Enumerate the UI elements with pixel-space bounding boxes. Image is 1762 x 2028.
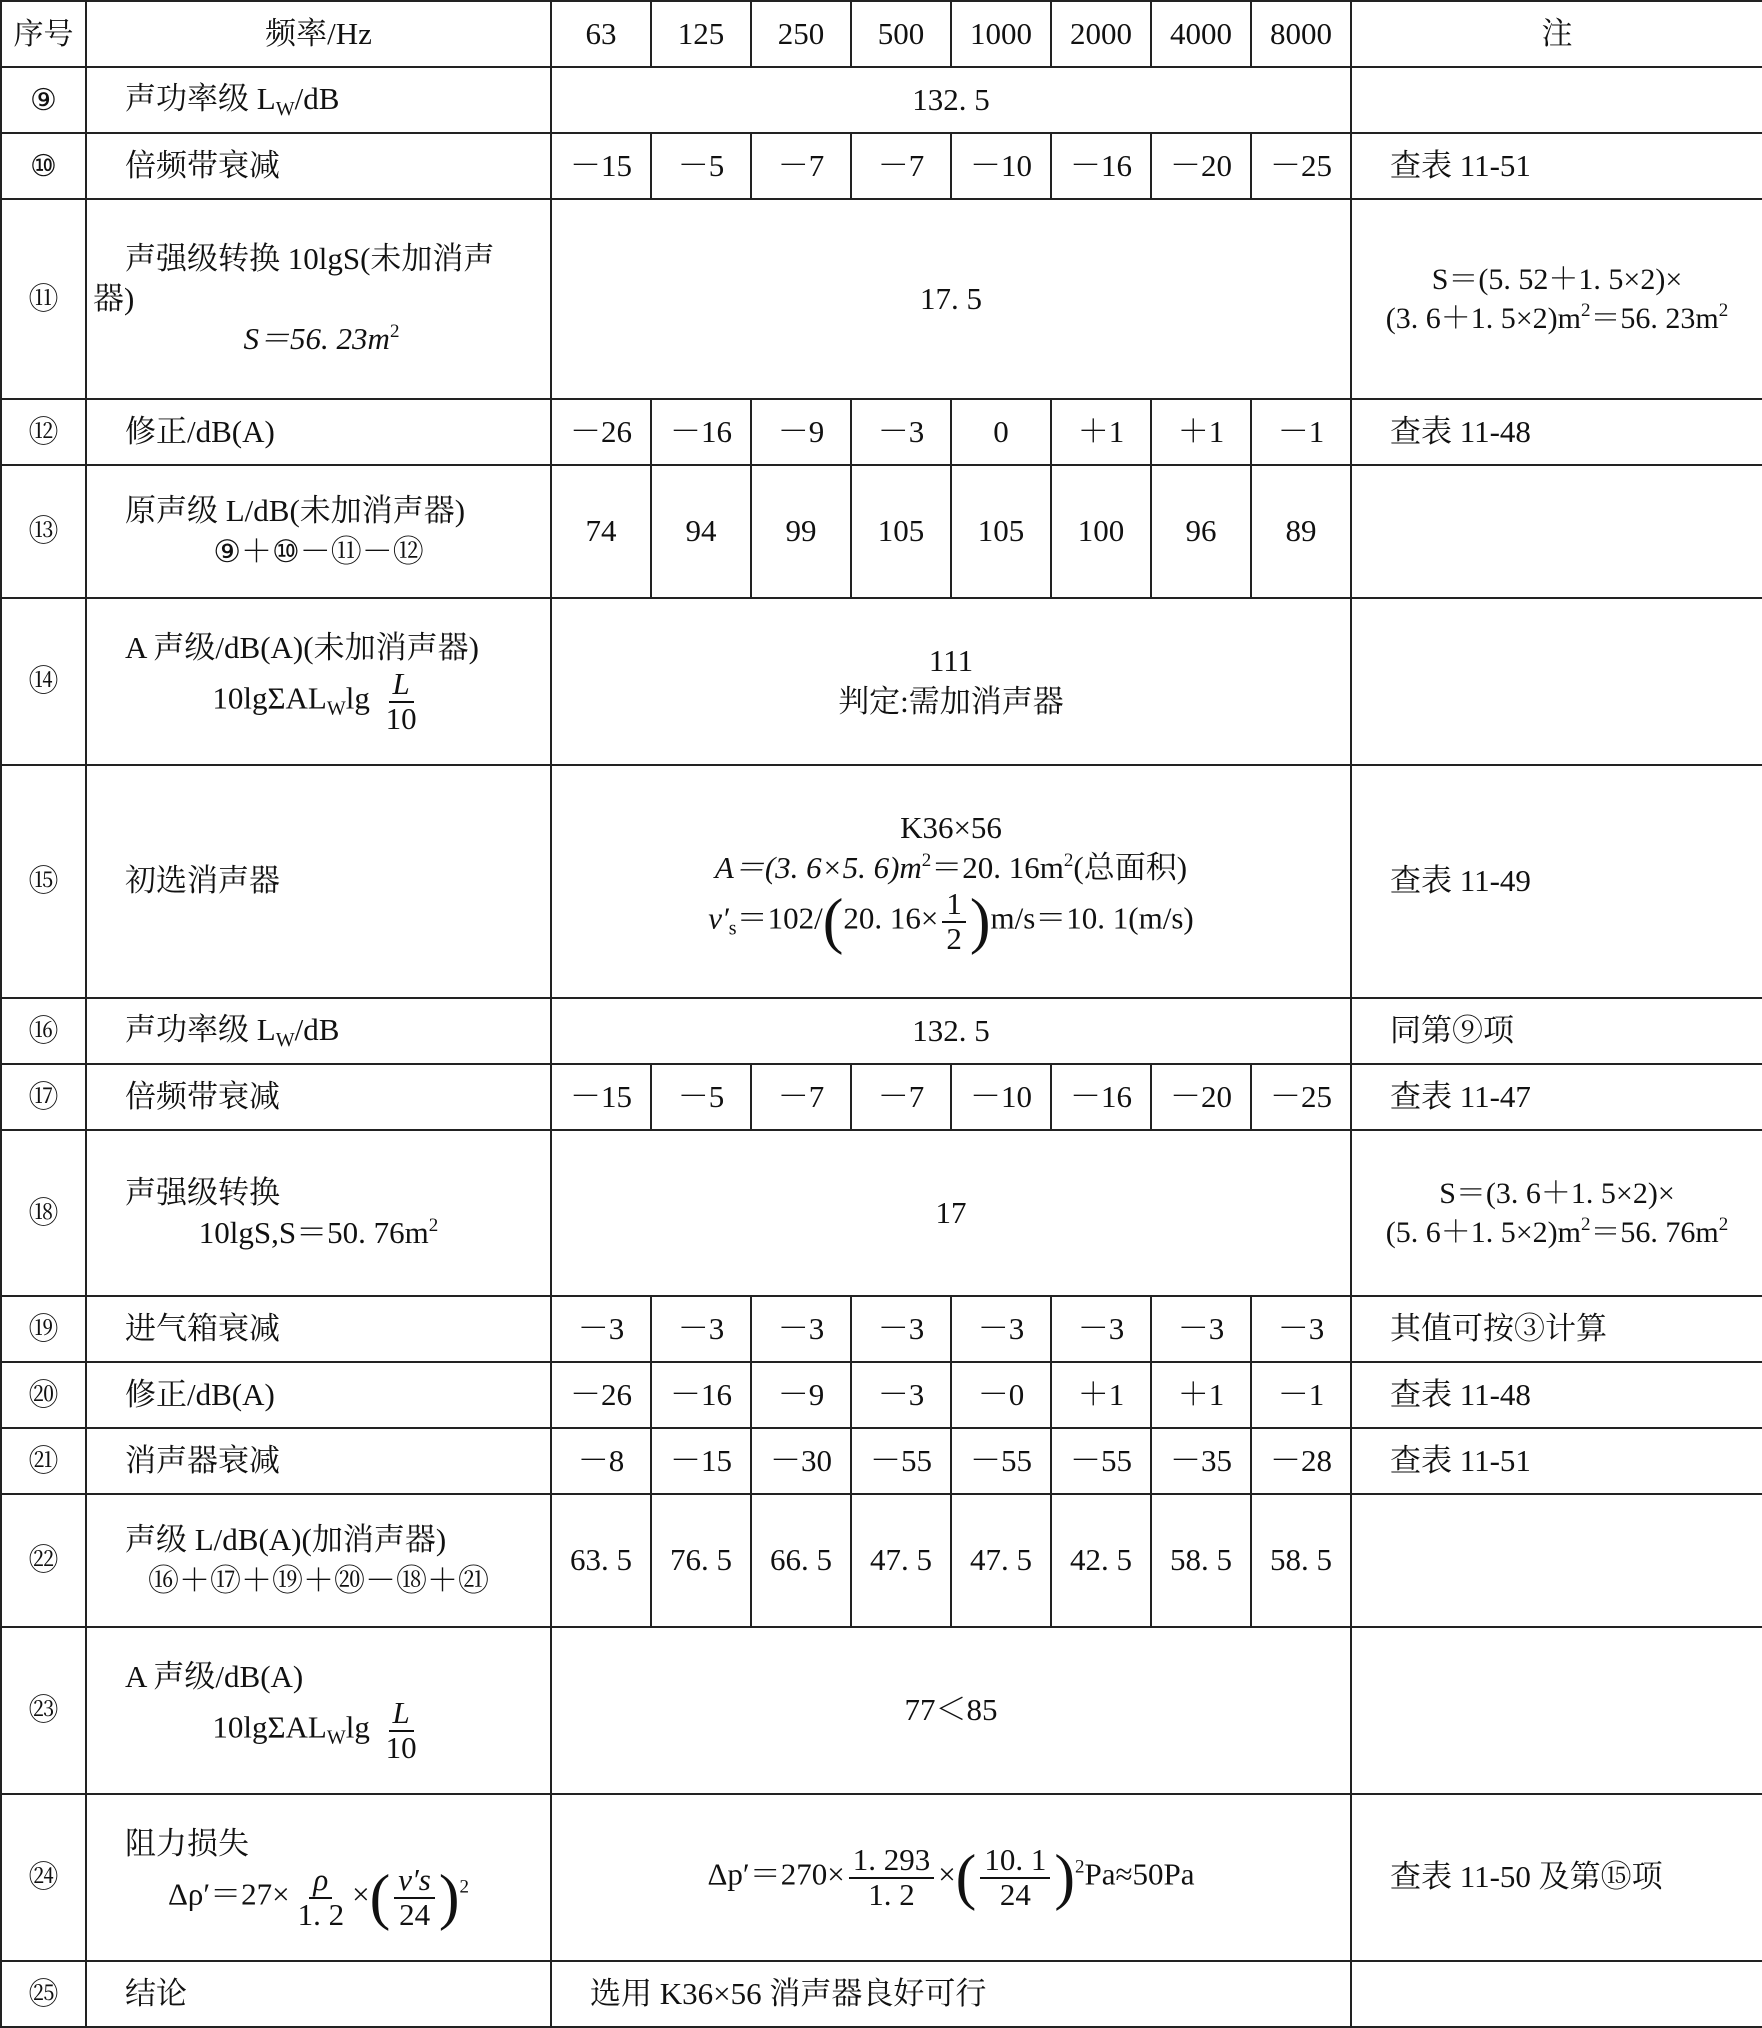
row-value [551, 598, 1351, 765]
row-note: 查表 11-51 [1351, 133, 1762, 199]
row-label: 修正/dB(A) [86, 399, 551, 465]
cell-value: －5 [651, 1064, 751, 1130]
row-value: 132. 5 [551, 998, 1351, 1064]
cell-value: －5 [651, 133, 751, 199]
row-label [86, 1494, 551, 1627]
cell-value: ＋1 [1051, 1362, 1151, 1428]
cell-value: 66. 5 [751, 1494, 851, 1627]
cell-value: －7 [851, 1064, 951, 1130]
label-line: 器) [93, 280, 135, 316]
cell-value: －3 [951, 1296, 1051, 1362]
row-note: 查表 11-47 [1351, 1064, 1762, 1130]
row-label: 消声器衰减 [86, 1428, 551, 1494]
cell-value: －15 [651, 1428, 751, 1494]
fraction: $\frac{L}{10}$ [385, 666, 417, 736]
row-note [1351, 1627, 1762, 1794]
header-band: 1000 [951, 1, 1051, 67]
label-line: A 声级/dB(A)(未加消声器) [125, 629, 479, 665]
row-label [86, 1794, 551, 1961]
cell-value: 99 [751, 465, 851, 598]
row-note: 查表 11-50 及第⑮项 [1351, 1794, 1762, 1961]
header-band: 63 [551, 1, 651, 67]
cell-value: 58. 5 [1251, 1494, 1351, 1627]
note-line: (3. 6＋1. $5\times 2)m^2=56$. $23m^2$ [1385, 300, 1729, 335]
label-text: 声功率级 L [125, 80, 276, 116]
cell-value: －7 [851, 133, 951, 199]
cell-value: －26 [551, 399, 651, 465]
table-row [1, 199, 1762, 399]
row-note [1351, 598, 1762, 765]
row-value: 选用 K36×56 消声器良好可行 [551, 1961, 1351, 2027]
table-row [1, 765, 1762, 998]
note-line: S＝(5. 52＋1. 5×2)× [1431, 263, 1683, 296]
fraction: $\frac{10. 1}{24}$ [980, 1844, 1050, 1911]
header-band: 2000 [1051, 1, 1151, 67]
row-index: ⑪ [1, 199, 86, 399]
fraction: $\frac{L}{10}$ [385, 1695, 417, 1765]
row-index: ㉕ [1, 1961, 86, 2027]
row-label [86, 598, 551, 765]
table-row [1, 1428, 1762, 1494]
cell-value: －15 [551, 133, 651, 199]
table-row [1, 465, 1762, 598]
cell-value: 47. 5 [951, 1494, 1051, 1627]
cell-value: －7 [751, 133, 851, 199]
cell-value: －28 [1251, 1428, 1351, 1494]
cell-value: 63. 5 [551, 1494, 651, 1627]
formula-line: 10lgΣAL$_W$lg $\frac{L}{10}$ [87, 1697, 550, 1764]
table-row [1, 1130, 1762, 1296]
table-row [1, 1064, 1762, 1130]
row-note: 查表 11-49 [1351, 765, 1762, 998]
table-row [1, 1296, 1762, 1362]
label-line: ⑯＋⑰＋⑲＋⑳－⑱＋㉑ [148, 1562, 489, 1598]
cell-value: 105 [851, 465, 951, 598]
table-row [1, 399, 1762, 465]
row-index: ⑬ [1, 465, 86, 598]
header-band: 125 [651, 1, 751, 67]
row-value: Δp′＝270× $\frac{1. 293}{1. 2}$ ×( $\frac{10. 1}{24}$ )$^2$Pa≈50Pa [551, 1794, 1351, 1961]
cell-value: －26 [551, 1362, 651, 1428]
header-band: 250 [751, 1, 851, 67]
table-row [1, 1794, 1762, 1961]
cell-value: 74 [551, 465, 651, 598]
cell-value: 96 [1151, 465, 1251, 598]
row-value: 17. 5 [551, 199, 1351, 399]
row-index: ㉓ [1, 1627, 86, 1794]
note-line: S＝(3. 6＋1. 5×2)× [1439, 1177, 1675, 1210]
cell-value: －3 [751, 1296, 851, 1362]
label-line: A 声级/dB(A) [125, 1658, 304, 1694]
label-line: S＝56. $23m^2$ [243, 321, 400, 357]
header-band: 500 [851, 1, 951, 67]
row-index: ⑲ [1, 1296, 86, 1362]
cell-value: －3 [1051, 1296, 1151, 1362]
label-text: /dB [294, 1011, 340, 1047]
label-line: 声级 L/dB(A)(加消声器) [125, 1522, 447, 1558]
table-row [1, 598, 1762, 765]
row-note: 同第⑨项 [1351, 998, 1762, 1064]
cell-value: ＋1 [1151, 399, 1251, 465]
label-text: 声功率级 L [125, 1011, 276, 1047]
label-line: 阻力损失 [125, 1825, 249, 1861]
row-label [86, 1130, 551, 1296]
row-label: 结论 [86, 1961, 551, 2027]
table-row [1, 67, 1762, 133]
cell-value: －10 [951, 133, 1051, 199]
label-line: 声强级转换 [125, 1174, 280, 1210]
label-line: 声强级转换 10lgS(未加消声 [125, 240, 495, 276]
table-row [1, 1627, 1762, 1794]
row-index: ⑱ [1, 1130, 86, 1296]
row-label: 倍频带衰减 [86, 133, 551, 199]
value-line: 判定:需加消声器 [838, 683, 1064, 719]
cell-value: －3 [851, 1362, 951, 1428]
row-note: 查表 11-51 [1351, 1428, 1762, 1494]
cell-value: －35 [1151, 1428, 1251, 1494]
fraction: $\frac{1. 293}{1. 2}$ [849, 1844, 935, 1911]
cell-value: －20 [1151, 133, 1251, 199]
cell-value: 100 [1051, 465, 1151, 598]
cell-value: －0 [951, 1362, 1051, 1428]
cell-value: －7 [751, 1064, 851, 1130]
cell-value: －55 [851, 1428, 951, 1494]
cell-value: 42. 5 [1051, 1494, 1151, 1627]
cell-value: －3 [651, 1296, 751, 1362]
cell-value: －30 [751, 1428, 851, 1494]
cell-value: －25 [1251, 1064, 1351, 1130]
row-index: ⑮ [1, 765, 86, 998]
cell-value: －16 [651, 1362, 751, 1428]
cell-value: ＋1 [1051, 399, 1151, 465]
row-index: ㉑ [1, 1428, 86, 1494]
cell-value: －9 [751, 399, 851, 465]
row-index: ⑩ [1, 133, 86, 199]
row-note [1351, 1961, 1762, 2027]
row-label [86, 998, 551, 1064]
row-label: 修正/dB(A) [86, 1362, 551, 1428]
row-index: ㉒ [1, 1494, 86, 1627]
header-frequency: 频率/Hz [86, 1, 551, 67]
formula-line: Δρ′＝27× $\frac{\rho}{1. 2}$ ×( $\frac{v's}{24}$ )$^2$ [167, 1862, 470, 1932]
cell-value: －3 [851, 399, 951, 465]
header-band: 8000 [1251, 1, 1351, 67]
row-label [86, 199, 551, 399]
cell-value: －3 [1151, 1296, 1251, 1362]
row-label [86, 67, 551, 133]
label-line: ⑨＋⑩－⑪－⑫ [213, 533, 424, 569]
row-index: ⑭ [1, 598, 86, 765]
cell-value: 58. 5 [1151, 1494, 1251, 1627]
row-label: 进气箱衰减 [86, 1296, 551, 1362]
cell-value: －25 [1251, 133, 1351, 199]
cell-value: －3 [551, 1296, 651, 1362]
cell-value: ＋1 [1151, 1362, 1251, 1428]
cell-value: －16 [1051, 133, 1151, 199]
cell-value: －8 [551, 1428, 651, 1494]
table-row [1, 998, 1762, 1064]
row-index: ⑯ [1, 998, 86, 1064]
value-line: A＝(3. 6×5. $6)m^2=20$. $16m^2$(总面积) [714, 849, 1188, 885]
cell-value: 47. 5 [851, 1494, 951, 1627]
cell-value: －55 [951, 1428, 1051, 1494]
row-label [86, 465, 551, 598]
header-band: 4000 [1151, 1, 1251, 67]
row-value: 17 [551, 1130, 1351, 1296]
cell-value: 94 [651, 465, 751, 598]
row-note [1351, 1494, 1762, 1627]
row-label: 倍频带衰减 [86, 1064, 551, 1130]
row-note: 查表 11-48 [1351, 1362, 1762, 1428]
cell-value: －10 [951, 1064, 1051, 1130]
row-label [86, 1627, 551, 1794]
row-note [1351, 1130, 1762, 1296]
cell-value: 105 [951, 465, 1051, 598]
cell-value: 89 [1251, 465, 1351, 598]
header-index: 序号 [1, 1, 86, 67]
table-row [1, 1961, 1762, 2027]
row-index: ㉔ [1, 1794, 86, 1961]
row-value: 132. 5 [551, 67, 1351, 133]
cell-value: －20 [1151, 1064, 1251, 1130]
cell-value: －3 [1251, 1296, 1351, 1362]
label-subscript: W [275, 97, 295, 120]
fraction: $\frac{v's}{24}$ [394, 1864, 435, 1931]
row-note [1351, 199, 1762, 399]
table-row [1, 1362, 1762, 1428]
row-index: ⑳ [1, 1362, 86, 1428]
header-note: 注 [1351, 1, 1762, 67]
note-line: (5. 6＋1. $5\times 2)m^2=56$. $76m^2$ [1385, 1214, 1729, 1249]
cell-value: 0 [951, 399, 1051, 465]
label-subscript: W [275, 1028, 295, 1051]
value-line: K36×56 [900, 809, 1002, 845]
cell-value: －16 [1051, 1064, 1151, 1130]
row-value [551, 765, 1351, 998]
row-index: ⑫ [1, 399, 86, 465]
header-row [1, 1, 1762, 67]
table-row [1, 133, 1762, 199]
cell-value: 76. 5 [651, 1494, 751, 1627]
row-note [1351, 465, 1762, 598]
row-note [1351, 67, 1762, 133]
row-label: 初选消声器 [86, 765, 551, 998]
row-note: 查表 11-48 [1351, 399, 1762, 465]
cell-value: －3 [851, 1296, 951, 1362]
formula-line: 10lgΣAL$_W$lg $\frac{L}{10}$ [87, 668, 550, 735]
row-value: 77＜85 [551, 1627, 1351, 1794]
row-index: ⑨ [1, 67, 86, 133]
fraction: $\frac{1}{2}$ [942, 888, 966, 955]
cell-value: －16 [651, 399, 751, 465]
table-row [1, 1494, 1762, 1627]
cell-value: －1 [1251, 399, 1351, 465]
cell-value: －1 [1251, 1362, 1351, 1428]
value-line: 111 [928, 643, 974, 679]
cell-value: －9 [751, 1362, 851, 1428]
fraction: $\frac{\rho}{1. 2}$ [297, 1862, 345, 1932]
cell-value: －55 [1051, 1428, 1151, 1494]
value-line: $v'_s=102/(20$. 16× $\frac{1}{2}$ )m/s＝10. 1(m/s) [708, 886, 1194, 956]
label-line: 原声级 L/dB(未加消声器) [125, 493, 466, 529]
cell-value: －15 [551, 1064, 651, 1130]
label-line: 10lgS,S＝50. $76m^2$ [198, 1215, 439, 1250]
row-index: ⑰ [1, 1064, 86, 1130]
label-text: /dB [294, 80, 340, 116]
row-note: 其值可按③计算 [1351, 1296, 1762, 1362]
